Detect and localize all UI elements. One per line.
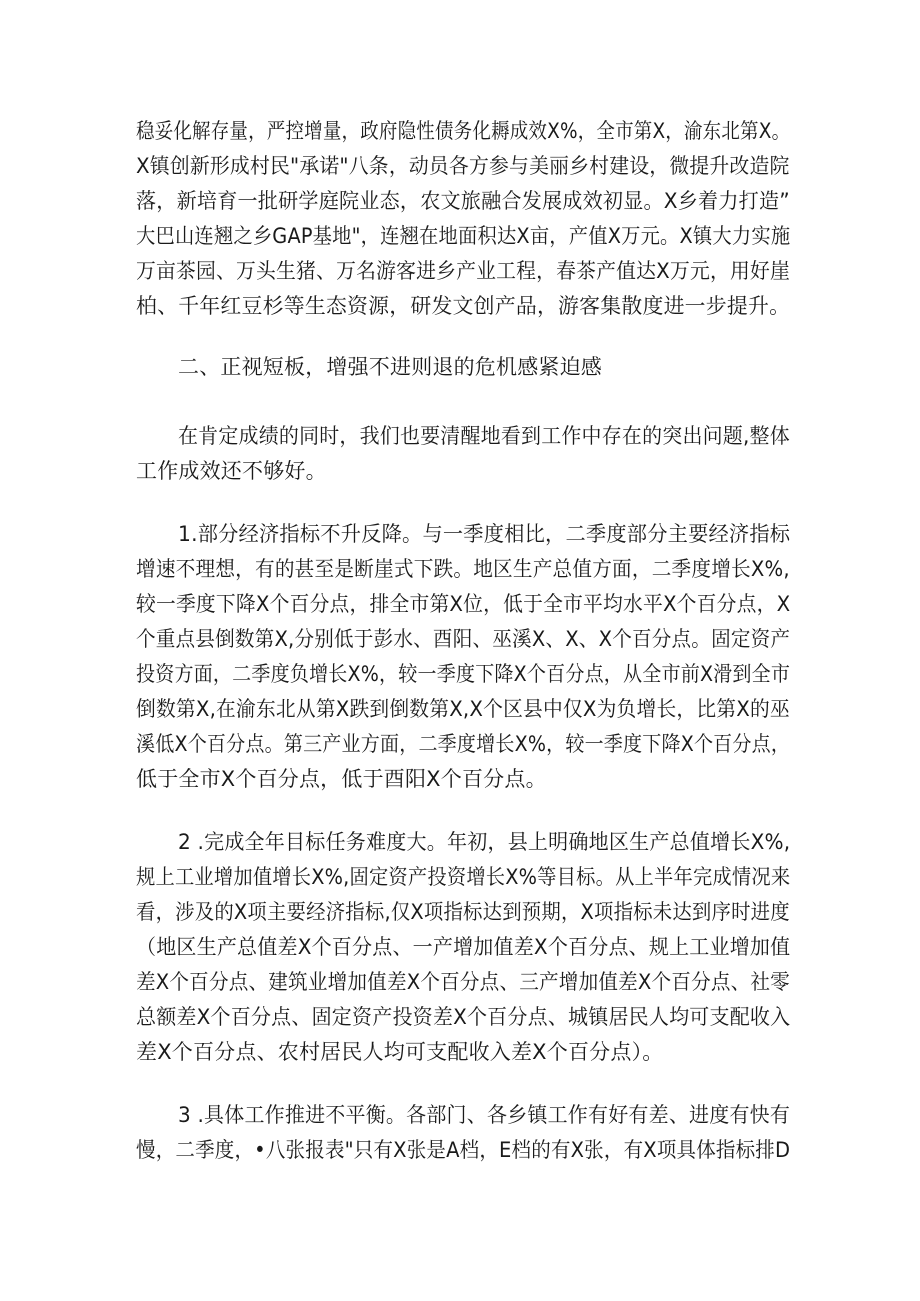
text-line: 规上工业增加值增长X%,固定资产投资增长X%等目标。从上半年完成情况来 xyxy=(136,865,791,889)
text-line: 1.部分经济指标不升反降。与一季度相比，二季度部分主要经济指标 xyxy=(178,522,791,546)
text-line: 差X个百分点、农村居民人均可支配收入差X个百分点）。 xyxy=(136,1040,664,1064)
text-line: 3 .具体工作推进不平衡。各部门、各乡镇工作有好有差、进度有快有 xyxy=(178,1103,791,1127)
text-line: 万亩茶园、万头生猪、万名游客进乡产业工程，春茶产值达X万元，用好崖 xyxy=(136,259,790,283)
text-line: 差X个百分点、建筑业增加值差X个百分点、三产增加值差X个百分点、社零 xyxy=(136,970,790,994)
text-line: 投资方面，二季度负增长X%，较一季度下降X个百分点，从全市前X滑到全市 xyxy=(136,662,791,686)
text-line: 2 .完成全年目标任务难度大。年初，县上明确地区生产总值增长X%, xyxy=(178,830,791,854)
text-line: 稳妥化解存量，严控增量，政府隐性债务化耨成效X%，全市第X，渝东北第X。 xyxy=(136,119,791,143)
text-line: X镇创新形成村民"承诺"八条，动员各方参与美丽乡村建设，微提升改造院 xyxy=(136,154,790,178)
text-line: 落，新培育一批研学庭院业态，农文旅融合发展成效初显。X乡着力打造” xyxy=(136,189,790,213)
text-line: 倒数第X,在渝东北从第X跌到倒数第X,X个区县中仅X为负增长，比第X的巫 xyxy=(136,697,790,721)
text-line: 溪低X个百分点。第三产业方面，二季度增长X%，较一季度下降X个百分点， xyxy=(136,732,791,756)
text-line: 较一季度下降X个百分点，排全市第X位，低于全市平均水平X个百分点，X xyxy=(136,592,791,616)
text-line: 工作成效还不够好。 xyxy=(136,459,327,483)
text-line: 慢，二季度，•八张报表"只有X张是A档，E档的有X张，有X项具体指标排D xyxy=(136,1138,791,1162)
text-line: 在肯定成绩的同时，我们也要清醒地看到工作中存在的突出问题,整体 xyxy=(178,424,790,448)
section-heading: 二、正视短板，增强不进则退的危机感紧迫感 xyxy=(178,355,602,379)
text-line: 柏、千年红豆杉等生态资源，研发文创产品，游客集散度进一步提升。 xyxy=(136,294,791,318)
text-line: 增速不理想，有的甚至是断崖式下跌。地区生产总值方面，二季度增长X%, xyxy=(136,557,790,581)
text-line: 总额差X个百分点、固定资产投资差X个百分点、城镇居民人均可支配收入 xyxy=(136,1005,791,1029)
text-line: 看，涉及的X项主要经济指标,仅X项指标达到预期，X项指标未达到序时进度 xyxy=(136,900,790,924)
text-line: 个重点县倒数第X,分别低于彭水、酉阳、巫溪X、X、X个百分点。固定资产 xyxy=(136,627,791,651)
text-line: （地区生产总值差X个百分点、一产增加值差X个百分点、规上工业增加值 xyxy=(136,935,791,959)
text-line: 大巴山连翘之乡GAP基地"，连翘在地面积达X亩，产值X万元。X镇大力实施 xyxy=(136,224,791,248)
text-line: 低于全市X个百分点，低于酉阳X个百分点。 xyxy=(136,767,547,791)
